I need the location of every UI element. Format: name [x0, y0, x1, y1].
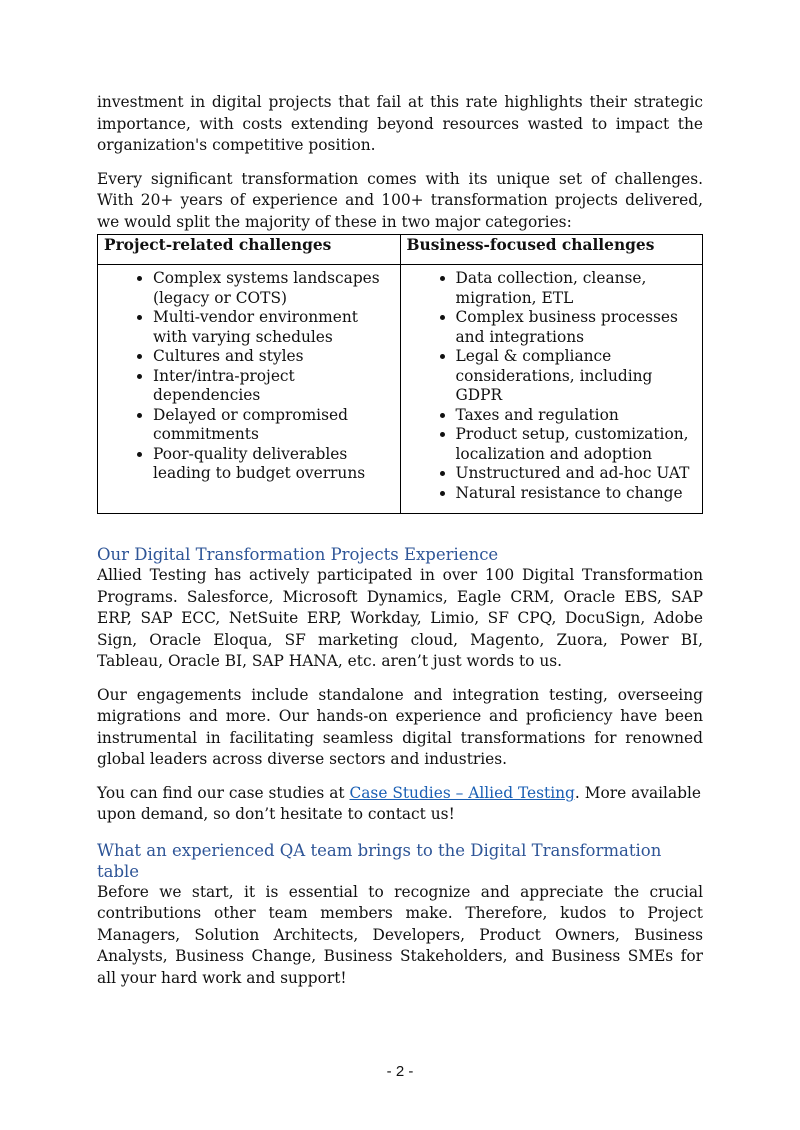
list-item: • Complex business processes and integrations: [456, 308, 697, 347]
list-item: • Poor-quality deliverables leading to budget overruns: [153, 445, 394, 484]
list-item: • Unstructured and ad-hoc UAT: [456, 464, 697, 484]
business-challenges-list: [407, 269, 697, 503]
document-page: [97, 92, 703, 1001]
qa-heading: What an experienced QA team brings to the Digital Transformation table: [97, 840, 662, 881]
table-row: [98, 265, 703, 514]
business-challenges-cell: [400, 265, 703, 514]
table-header-row: [98, 235, 703, 265]
list-item: • Cultures and styles: [153, 347, 394, 367]
page-number: - 2 -: [386, 1063, 414, 1080]
list-item: • Taxes and regulation: [456, 406, 697, 426]
list-item: • Natural resistance to change: [456, 484, 697, 504]
list-item: • Data collection, cleanse, migration, ETL: [456, 269, 697, 308]
project-challenges-cell: [98, 265, 401, 514]
case-studies-outro-text: . More available upon demand, so don’t hesitate to contact us!: [97, 783, 702, 823]
experience-heading: Our Digital Transformation Projects Experience: [97, 545, 499, 564]
qa-paragraph-1: Before we start, it is essential to recognize and appreciate the crucial contributions other team members make. Therefore, kudos to Project Managers, Solution Architects, Developers, Product Owners, Business Analysts, Business Change, Business Stakeholders, and Business SMEs for all your hard work and support!: [97, 882, 703, 987]
case-studies-link[interactable]: Case Studies – Allied Testing: [349, 783, 575, 802]
experience-paragraph-2: Our engagements include standalone and integration testing, overseeing migrations and more. Our hands-on experience and proficiency have been instrumental in facilitating seamless digital transformations for renowned global leaders across diverse sectors and industries.: [97, 685, 703, 768]
header-project-related: Project-related challenges: [98, 235, 401, 265]
experience-paragraph-3: [97, 783, 703, 826]
list-item: • Complex systems landscapes (legacy or COTS): [153, 269, 394, 308]
list-item: • Multi-vendor environment with varying schedules: [153, 308, 394, 347]
project-challenges-list: [104, 269, 394, 484]
challenges-table: [97, 234, 703, 514]
case-studies-intro-text: You can find our case studies at: [97, 783, 350, 802]
experience-paragraph-1: Allied Testing has actively participated in over 100 Digital Transformation Programs. Salesforce, Microsoft Dynamics, Eagle CRM, Oracle EBS, SAP ERP, SAP ECC, NetSuite ERP, Workday, Limio, SF CPQ, DocuSign, Adobe Sign, Oracle Eloqua, SF marketing cloud, Magento, Zuora, Power BI, Tableau, Oracle BI, SAP HANA, etc. aren’t just words to us.: [97, 566, 703, 670]
list-item: • Product setup, customization, localization and adoption: [456, 425, 697, 464]
intro-paragraph-2: Every significant transformation comes with its unique set of challenges. With 20+ years of experience and 100+ transformation projects delivered, we would split the majority of these in two major categories:: [97, 169, 703, 231]
header-business-focused: Business-focused challenges: [400, 235, 703, 265]
list-item: • Legal & compliance considerations, including GDPR: [456, 347, 697, 406]
list-item: • Inter/intra-project dependencies: [153, 367, 394, 406]
intro-paragraph-1: investment in digital projects that fail at this rate highlights their strategic importance, with costs extending beyond resources wasted to impact the organization's competitive position.: [97, 93, 703, 154]
list-item: • Delayed or compromised commitments: [153, 406, 394, 445]
